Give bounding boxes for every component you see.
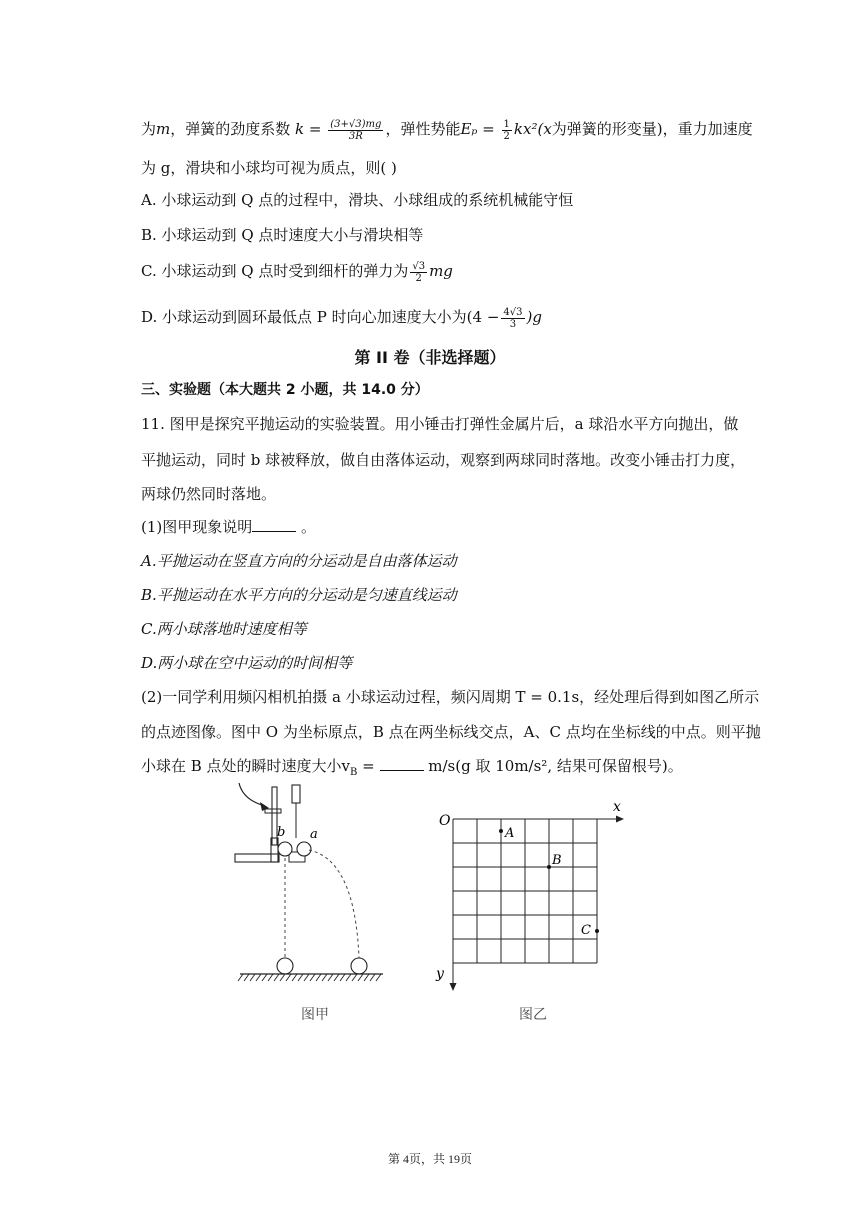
ball-b — [278, 842, 292, 856]
text: mg — [429, 262, 453, 280]
mass-symbol: m — [156, 120, 171, 138]
problem11-line3: 两球仍然同时落地。 — [141, 485, 277, 503]
figure-a-caption: 图甲 — [301, 1007, 329, 1023]
point-c — [595, 929, 599, 933]
grid-lines — [453, 819, 597, 963]
text: 小球在 B 点处的瞬时速度大小v — [141, 757, 351, 775]
answer-blank — [252, 517, 296, 532]
text: m/s(g 取 10m/s², 结果可保留根号)。 — [423, 757, 683, 775]
text: = — [357, 757, 380, 775]
option-d — [141, 306, 542, 330]
question-2-line3 — [141, 755, 683, 784]
text: ，弹性势能 — [385, 120, 461, 138]
clip — [265, 809, 281, 813]
denominator: 2 — [415, 272, 422, 284]
text: ，弹簧的劲度系数 — [170, 120, 291, 138]
text: 。 — [301, 518, 317, 536]
answer-blank — [380, 756, 424, 771]
page-footer: 第 4页，共 19页 — [387, 1152, 472, 1166]
ep-symbol: Eₚ = — [460, 120, 495, 138]
x-axis-arrow — [616, 816, 624, 823]
text: (1)图甲现象说明 — [141, 518, 253, 536]
half-denominator: 2 — [503, 130, 510, 142]
k-denominator: 3R — [348, 130, 363, 142]
label-a: a — [310, 827, 318, 842]
denominator: 3 — [509, 318, 517, 330]
half-fraction — [502, 119, 512, 142]
point-b-label: B — [552, 853, 562, 868]
optc-fraction — [410, 261, 427, 284]
q1-option-b: B.平抛运动在水平方向的分运动是匀速直线运动 — [141, 586, 457, 604]
k-symbol: k = — [295, 120, 322, 138]
ball-a — [297, 842, 311, 856]
half-numerator: 1 — [503, 118, 510, 130]
text: )g — [526, 308, 542, 326]
option-a: A. 小球运动到 Q 点的过程中，滑块、小球组成的系统机械能守恒 — [141, 191, 574, 209]
problem11-line2: 平抛运动，同时 b 球被释放，做自由落体运动，观察到两球同时落地。改变小锤击打力度， — [141, 451, 746, 469]
k-numerator: (3+√3)mg — [330, 118, 382, 130]
point-a — [499, 829, 503, 833]
q1-option-d: D.两小球在空中运动的时间相等 — [141, 654, 353, 672]
problem11-line1: 11. 图甲是探究平抛运动的实验装置。用小锤击打弹性金属片后，a 球沿水平方向抛出，做 — [141, 415, 739, 433]
ball-a-landed — [351, 958, 367, 974]
subscript: B — [350, 767, 358, 778]
problem10-line2: 为 g，滑块和小球均可视为质点，则( ) — [141, 159, 397, 177]
numerator: √3 — [412, 260, 426, 272]
grid-figure — [430, 795, 630, 1000]
y-axis-label: y — [436, 966, 444, 982]
label-b: b — [277, 825, 286, 840]
kx2: kx²(x — [513, 120, 552, 138]
base-plate — [235, 854, 279, 862]
hammer-arrow — [239, 783, 265, 806]
q1-option-c: C.两小球落地时速度相等 — [141, 620, 307, 638]
text: 为 — [141, 120, 157, 138]
question-1 — [141, 516, 316, 538]
figure-b-caption: 图乙 — [519, 1007, 547, 1023]
section-title: 第 II 卷（非选择题） — [354, 348, 506, 367]
point-c-label: C — [581, 923, 591, 938]
apparatus-figure — [225, 780, 395, 995]
question-2-line2: 的点迹图像。图中 O 为坐标原点，B 点在两坐标线交点，A、C 点均在坐标线的中点。则平抛 — [141, 723, 761, 741]
optd-fraction — [501, 307, 524, 330]
point-b — [547, 865, 551, 869]
ball-b-landed — [277, 958, 293, 974]
q1-option-a: A.平抛运动在竖直方向的分运动是自由落体运动 — [141, 552, 457, 570]
text: 为弹簧的形变量)，重力加速度 — [551, 120, 753, 138]
text: D. 小球运动到圆环最低点 P 时向心加速度大小为(4 − — [141, 308, 500, 326]
y-axis-arrow — [450, 983, 457, 991]
point-a-label: A — [505, 826, 515, 841]
x-axis-label: x — [613, 799, 621, 815]
ground-hatching — [238, 974, 381, 981]
option-b: B. 小球运动到 Q 点时速度大小与滑块相等 — [141, 226, 424, 244]
k-fraction — [328, 119, 383, 142]
numerator: 4√3 — [503, 306, 523, 318]
option-c — [141, 260, 453, 284]
projectile-path — [309, 850, 359, 958]
origin-label: O — [439, 813, 451, 829]
post-top-block — [292, 785, 300, 803]
section-subtitle: 三、实验题（本大题共 2 小题，共 14.0 分） — [141, 382, 429, 398]
problem10-line1 — [141, 118, 753, 142]
question-2-line1: (2)一同学利用频闪相机拍摄 a 小球运动过程，频闪周期 T = 0.1s，经处理后得到如图乙所示 — [141, 688, 760, 706]
text: C. 小球运动到 Q 点时受到细杆的弹力为 — [141, 262, 409, 280]
